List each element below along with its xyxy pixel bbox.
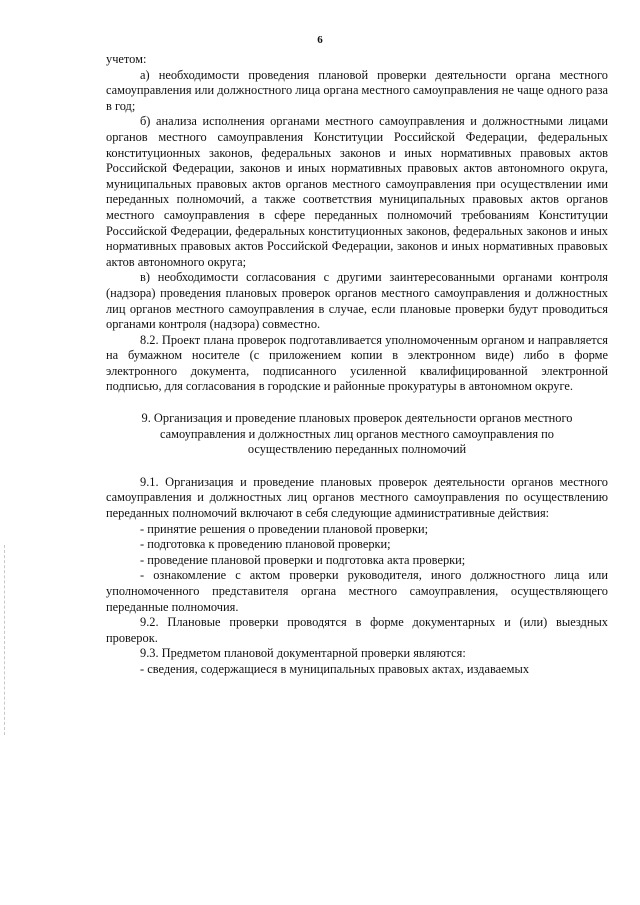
page-number: 6	[317, 34, 323, 46]
paragraph-9-1: 9.1. Организация и проведение плановых проверок деятельности органов местного самоуправления и должностных лиц органов местного самоуправления по осуществлению переданных полномочий включают в себя следующие административные действия:	[106, 474, 608, 521]
section-heading-9: 9. Организация и проведение плановых проверок деятельности органов местного самоуправления и должностных лиц органов местного самоуправления по осуществлению переданных полномочий	[141, 411, 573, 457]
paragraph-continuation: учетом:	[106, 52, 147, 66]
paragraph-9-2: 9.2. Плановые проверки проводятся в форме документарных и (или) выездных проверок.	[106, 615, 608, 645]
paragraph-9-3: 9.3. Предметом плановой документарной проверки являются:	[140, 646, 466, 661]
document-body	[106, 52, 608, 678]
paragraph-item-b: б) анализа исполнения органами местного самоуправления и должностными лицами органов местного самоуправления Конституции Российской Федерации, федеральных конституционных законов, федеральных законов и иных нормативных правовых актов Российской Федерации, законов и иных нормативных правовых актов автономного округа, муниципальных правовых актов органов местного самоуправления при осуществлении ими переданных полномочий, а также соответствия муниципальных правовых актов органов местного самоуправления в сфере переданных полномочий требованиям Конституции Российской Федерации, федеральных конституционных законов, федеральных законов и иных нормативных правовых актов Российской Федерации, законов и иных нормативных правовых актов автономного округа;	[106, 114, 608, 269]
paragraph-8-2: 8.2. Проект плана проверок подготавливается уполномоченным органом и направляется на бумажном носителе (с приложением копии в электронном виде) либо в форме электронного документа, подписанного усиленной квалифицированной электронной подписью, для согласования в городские и районные прокуратуры в автономном округе.	[106, 332, 608, 394]
scan-artifact-line	[4, 545, 6, 735]
paragraph-item-c: в) необходимости согласования с другими заинтересованными органами контроля (надзора) проведения плановых проверок органов местного самоуправления и должностных лиц органов местного самоуправления в случае, если плановые проверки будут проводиться органами контроля (надзора) совместно.	[106, 270, 608, 332]
list-item-conduct: - проведение плановой проверки и подготовка акта проверки;	[140, 552, 466, 567]
paragraph-item-a: а) необходимости проведения плановой проверки деятельности органа местного самоуправления или должностного лица органа местного самоуправления не чаще одного раза в год;	[106, 67, 608, 113]
list-item-information: - сведения, содержащиеся в муниципальных правовых актах, издаваемых	[140, 661, 530, 676]
list-item-preparation: - подготовка к проведению плановой проверки;	[140, 537, 391, 552]
list-item-decision: - принятие решения о проведении плановой проверки;	[140, 521, 429, 536]
list-item-familiarization: - ознакомление с актом проверки руководителя, иного должностного лица или уполномоченного представителя органа местного самоуправления, осуществляющего переданные полномочия.	[106, 568, 608, 614]
